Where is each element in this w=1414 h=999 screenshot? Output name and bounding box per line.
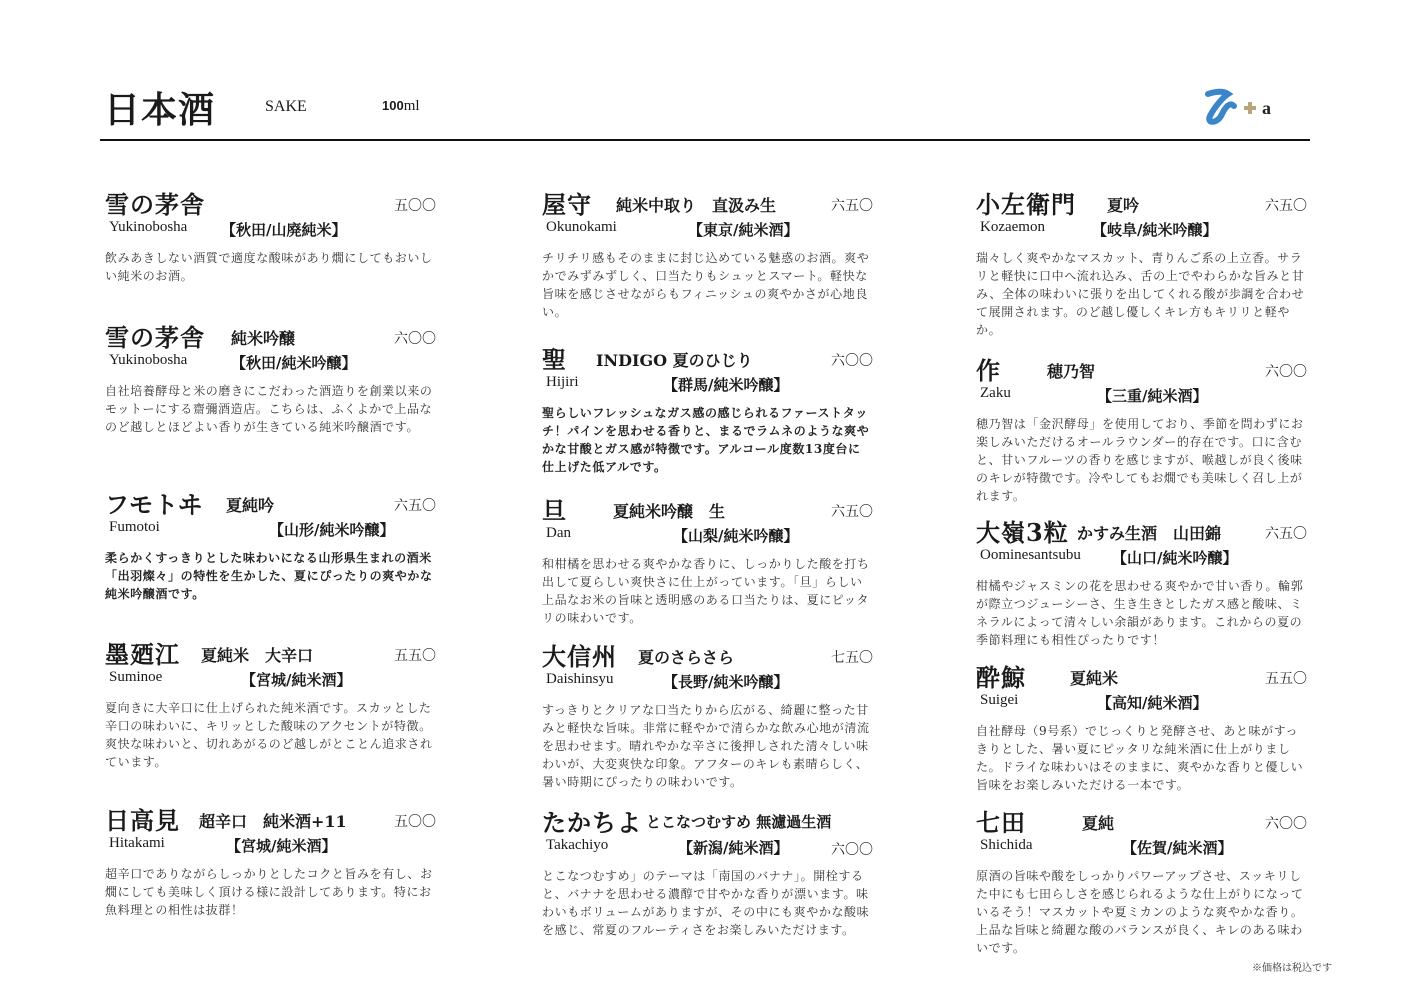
origin: 【東京/純米酒】	[688, 221, 799, 239]
brand-logo-icon	[1200, 84, 1290, 130]
sake-type: 穂乃智	[1047, 362, 1096, 381]
sake-type: 夏純	[1082, 814, 1115, 833]
price: 六五〇	[394, 498, 436, 514]
sake-type: とこなつむすめ 無濾過生酒	[646, 813, 832, 831]
sake-romaji: Takachiyo	[546, 837, 609, 853]
description: 超辛口でありながらしっかりとしたコクと旨みを有し、お燗にしても美味しく頂ける様に設計してあります。特にお魚料理との相性は抜群！	[105, 867, 433, 917]
price: 五〇〇	[394, 814, 436, 830]
volume-unit: ml	[403, 98, 420, 114]
menu-item	[538, 803, 873, 939]
sake-name: 酔鯨	[976, 663, 1026, 692]
menu-item	[972, 185, 1307, 339]
sake-type: 夏純吟	[226, 496, 275, 515]
menu-item	[538, 491, 873, 627]
price: 六五〇	[831, 504, 873, 520]
menu-item	[101, 318, 436, 436]
origin: 【岐阜/純米吟醸】	[1092, 221, 1218, 239]
menu-item	[972, 351, 1307, 505]
sake-name: 小左衛門	[976, 190, 1076, 219]
sake-name: 墨廼江	[105, 640, 180, 669]
description: 柔らかくすっきりとした味わいになる山形県生まれの酒米「出羽燦々」の特性を生かした、夏にぴったりの爽やかな純米吟醸酒です。	[105, 551, 433, 601]
menu-item	[101, 185, 436, 285]
sake-type: 純米吟醸	[231, 329, 296, 348]
price: 六〇〇	[394, 331, 436, 347]
description: 自社培養酵母と米の磨きにこだわった酒造りを創業以来のモットーにする齋彌酒造店。こちらは、ふくよかで上品なのど越しとほどよい香りが生きている純米吟醸酒です。	[105, 384, 433, 434]
menu-item	[972, 513, 1307, 649]
sake-type: 夏純米吟醸 生	[613, 502, 726, 521]
serving-volume	[382, 98, 420, 115]
price: 七五〇	[831, 650, 873, 666]
sake-type: 夏吟	[1107, 196, 1140, 215]
sake-type: 純米中取り 直汲み生	[616, 196, 777, 215]
brand-logo	[1200, 84, 1290, 130]
sake-romaji: Hitakami	[109, 835, 165, 851]
sake-romaji: Zaku	[980, 385, 1011, 401]
description: 夏向きに大辛口に仕上げられた純米酒です。スカッとした辛口の味わいに、キリッとした酸味のアクセントが特徴。爽快な味わいと、切れあがるのど越しがとことん追求されています。	[105, 701, 433, 769]
sake-name: 旦	[542, 496, 567, 525]
menu-item	[538, 340, 873, 476]
sake-type: かすみ生酒 山田錦	[1077, 524, 1222, 543]
origin: 【山形/純米吟醸】	[269, 521, 395, 539]
origin: 【高知/純米酒】	[1097, 694, 1208, 712]
price: 六〇〇	[1265, 364, 1307, 380]
sake-name: 聖	[542, 345, 567, 374]
price: 六五〇	[1265, 198, 1307, 214]
sake-type: INDIGO 夏のひじり	[596, 351, 753, 370]
tax-note: ※価格は税込です	[1252, 963, 1332, 974]
price: 五五〇	[394, 648, 436, 664]
sake-romaji: Hijiri	[546, 374, 579, 390]
description: 自社酵母（9号系）でじっくりと発酵させ、あと味がすっきりとした、暑い夏にピッタリな純米酒に仕上がりました。ドライな味わいはそのままに、爽やかな香りと優しい旨味をお楽しみいただける一本です。	[976, 724, 1304, 792]
description: 原酒の旨味や酸をしっかりパワーアップさせ、スッキリした中にも七田らしさを感じられるような仕上がりになっているそう！マスカットや夏ミカンのような爽やかな香り。上品な旨味と綺麗な酸のバランスが良く、キレのある味わいです。	[976, 869, 1304, 955]
origin: 【宮城/純米酒】	[226, 837, 337, 855]
menu-item	[972, 658, 1307, 794]
sake-type: 夏純米 大辛口	[201, 646, 314, 665]
sake-name: たかちよ	[542, 808, 642, 837]
origin: 【佐賀/純米酒】	[1122, 839, 1233, 857]
menu-item	[101, 635, 436, 771]
origin: 【秋田/山廃純米】	[221, 221, 347, 239]
page-title: 日本酒	[104, 89, 216, 131]
description: チリチリ感もそのままに封じ込めている魅惑のお酒。爽やかでみずみずしく、口当たりもシュッとスマート。軽快な旨味を感じさせながらもフィニッシュの爽やかさが心地良い。	[542, 251, 870, 319]
sake-romaji: Dan	[546, 525, 571, 541]
price: 六〇〇	[831, 353, 873, 369]
description: とこなつむすめ」のテーマは「南国のバナナ」。開栓すると、バナナを思わせる濃醇で甘やかな香りが漂います。味わいもボリュームがありますが、その中にも爽やかな酸味を感じ、常夏のフルーティさをお楽しみいただけます。	[542, 869, 870, 937]
menu-item	[101, 485, 436, 603]
sake-type: 超辛口 純米酒+11	[199, 812, 347, 831]
price: 五〇〇	[394, 198, 436, 214]
description: 飲みあきしない酒質で適度な酸味があり燗にしてもおいしい純米のお酒。	[105, 251, 433, 283]
description: 瑞々しく爽やかなマスカット、青りんご系の上立香。サラリと軽快に口中へ流れ込み、舌の上でやわらかな旨みと甘み、全体の味わいに張りを出してくれる酸が歩調を合わせて展開されます。のど越し優しくキレ方もキリリと軽やか。	[976, 251, 1305, 337]
sake-name: 雪の茅舎	[105, 323, 205, 352]
sake-name: 雪の茅舎	[105, 190, 205, 219]
sake-romaji: Okunokami	[546, 219, 617, 235]
sake-name: 作	[976, 356, 1001, 385]
origin: 【山口/純米吟醸】	[1112, 549, 1238, 567]
sake-romaji: Suminoe	[109, 669, 163, 685]
sake-type: 夏純米	[1070, 669, 1119, 688]
menu-item	[538, 185, 873, 321]
origin: 【群馬/純米吟醸】	[663, 376, 789, 394]
price: 五五〇	[1265, 671, 1307, 687]
sake-name: フモトヰ	[105, 490, 204, 519]
origin: 【長野/純米吟醸】	[663, 673, 789, 691]
sake-romaji: Kozaemon	[980, 219, 1045, 235]
sake-name: 屋守	[542, 190, 592, 219]
sake-name: 七田	[976, 808, 1026, 837]
price: 六五〇	[1265, 526, 1307, 542]
svg-text:a: a	[1262, 98, 1271, 118]
sake-romaji: Fumotoi	[109, 519, 160, 535]
price: 六〇〇	[1265, 816, 1307, 832]
origin: 【山梨/純米吟醸】	[673, 527, 799, 545]
description: 柑橘やジャスミンの花を思わせる爽やかで甘い香り。輪郭が際立つジューシーさ、生き生きとしたガス感と酸味、ミネラルによって清々しい余韻があります。これからの夏の季節料理にも相性ぴったりです！	[976, 579, 1304, 647]
description: 穂乃智は「金沢酵母」を使用しており、季節を問わずにお楽しみいただけるオールラウンダー的存在です。口に含むと、甘いフルーツの香りを感じますが、喉越しが良く後味のキレが特徴です。冷やしてもお燗でも美味しく召し上がれます。	[976, 417, 1304, 503]
sake-name: 大信州	[542, 642, 617, 671]
origin: 【新潟/純米酒】	[678, 839, 789, 857]
volume-number: 100	[382, 98, 404, 113]
description: 和柑橘を思わせる爽やかな香りに、しっかりした酸を打ち出して夏らしい爽快さに仕上がっています。「旦」らしい上品なお米の旨味と透明感のある口当たりは、夏にピッタリの味わいです。	[542, 557, 870, 625]
price: 六〇〇	[831, 842, 873, 858]
sake-romaji: Oominesantsubu	[980, 547, 1081, 563]
menu-item	[538, 637, 873, 791]
sake-romaji: Shichida	[980, 837, 1033, 853]
price: 六五〇	[831, 198, 873, 214]
sake-romaji: Yukinobosha	[109, 219, 188, 235]
description: すっきりとクリアな口当たりから広がる、綺麗に整った甘みと軽快な旨味。非常に軽やかで清らかな飲み心地が清流を思わせます。晴れやかな辛さに後押しされた清々しい味わいが、大変爽快な印象。アフターのキレも素晴らしく、暑い時期にぴったりの味わいです。	[542, 703, 870, 789]
origin: 【秋田/純米吟醸】	[231, 354, 357, 372]
menu-header	[100, 82, 1310, 141]
sake-romaji: Daishinsyu	[546, 671, 614, 687]
sake-romaji: Yukinobosha	[109, 352, 188, 368]
sake-type: 夏のさらさら	[638, 648, 735, 667]
description: 聖らしいフレッシュなガス感の感じられるファーストタッチ！パインを思わせる香りと、まるでラムネのような爽やかな甘酸とガス感が特徴です。アルコール度数13度台に仕上げた低アルです。	[542, 406, 870, 474]
menu-item	[972, 803, 1307, 957]
sake-name: 日高見	[105, 806, 180, 835]
sake-romaji: Suigei	[980, 692, 1019, 708]
origin: 【宮城/純米酒】	[241, 671, 352, 689]
page-subtitle: SAKE	[265, 98, 307, 115]
menu-item	[101, 801, 436, 919]
origin: 【三重/純米酒】	[1097, 387, 1208, 405]
sake-name: 大嶺3粒	[976, 518, 1069, 547]
